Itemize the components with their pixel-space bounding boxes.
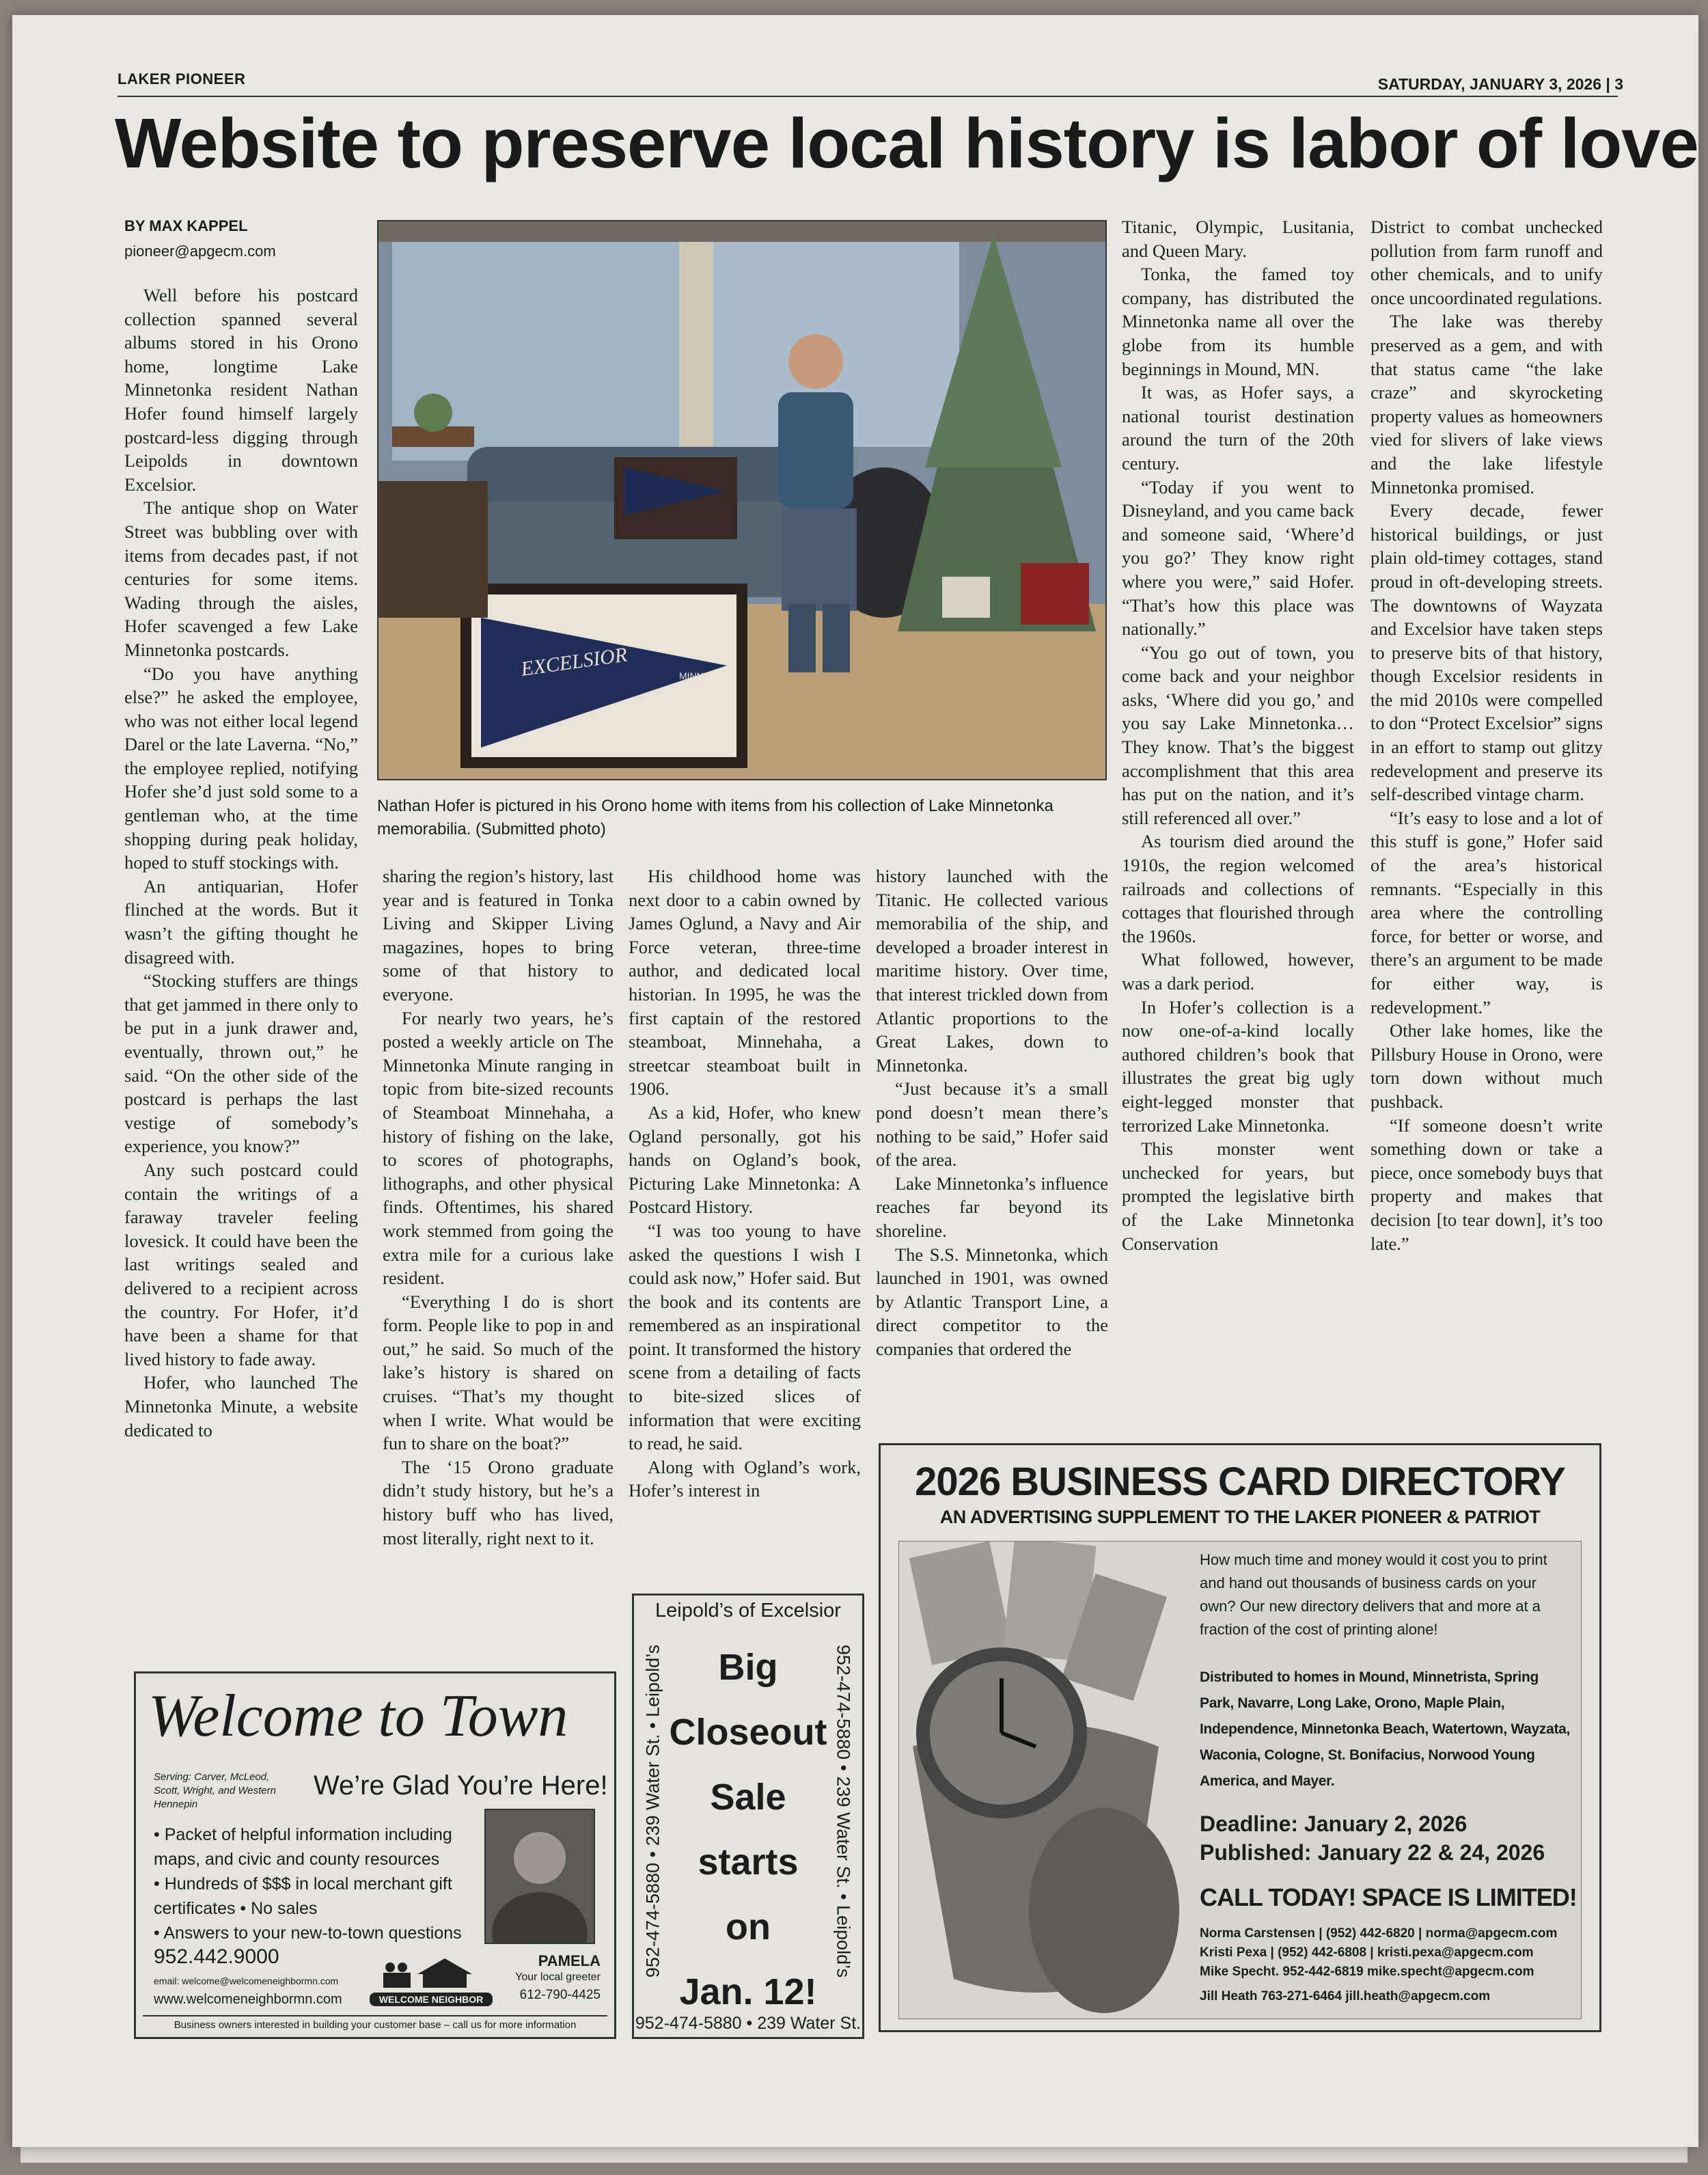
paragraph: The lake was thereby preserved as a gem, and with that status came “the lake craze” and skyrocketing property values as homeowners vied for slivers of lake views and the lake lifestyle Minnetonka promised. <box>1370 311 1603 497</box>
pennant-text: EXCELSIOR <box>519 643 629 681</box>
paragraph: Any such postcard could contain the writings of a faraway traveler feeling lovesick. It could have been the last writings sealed and delivered to a recipient across the country. For Hofer, it’d have been a shame for that lived history to fade away. <box>124 1159 358 1369</box>
sale-line: Big <box>718 1647 778 1688</box>
photo-illustration <box>378 221 1107 780</box>
person-portrait-icon <box>486 1810 594 1943</box>
contact-line: Jill Heath 763-271-6464 jill.heath@apgecm.com <box>1200 1989 1491 2003</box>
paragraph: Hofer, who launched The Minnetonka Minute, a website dedicated to <box>124 1372 358 1440</box>
welcome-neighbor-logo-text: WELCOME NEIGHBOR <box>370 1993 493 2006</box>
paragraph: Every decade, fewer historical buildings, or just plain old-timey cottages, stand proud in oft-developing streets. The downtowns of Wayzata and Excelsior have taken steps to preserve bits of that history, though Excelsior residents in the mid 2010s were compelled to don “Protect Excelsior” signs in an effort to stamp out glitzy redevelopment and preserve its self-described vintage charm. <box>1370 500 1603 805</box>
leipolds-ad <box>632 1593 864 2039</box>
leipolds-sale-text <box>661 1635 835 2025</box>
welcome-ad-website: www.welcomeneighbormn.com <box>154 1992 342 2007</box>
paragraph: Lake Minnetonka’s influence reaches far beyond its shoreline. <box>876 1173 1108 1241</box>
paragraph: What followed, however, was a dark period. <box>1122 949 1354 994</box>
directory-call-today: CALL TODAY! SPACE IS LIMITED! <box>1200 1883 1577 1911</box>
paragraph: In Hofer’s collection is a now one-of-a-kind locally authored children’s book that illustrates the great big ugly eight-legged monster that terrorized Lake Minnetonka. <box>1122 996 1354 1136</box>
article-column-2 <box>383 864 614 1633</box>
article-column-4 <box>876 864 1108 1418</box>
paragraph: For nearly two years, he’s posted a weekly article on The Minnetonka Minute ranging in topic from bite-sized recounts of Steamboat Minnehaha, a history of fishing on the lake, to scores of photographs, lithographs, and other physical finds. Oftentimes, his shared work stemmed from going the extra mile for a curious lake resident. <box>383 1007 614 1289</box>
directory-distribution: Distributed to homes in Mound, Minnetrista, Spring Park, Navarre, Long Lake, Orono, Maple Plain, Independence, Minnetonka Beach, Watertown, Wayzata, Waconia, Cologne, St. Bonifacius, Norwood Young America, and Mayer. <box>1200 1669 1571 1789</box>
paragraph: District to combat unchecked pollution from farm runoff and other chemicals, and to unify once uncoordinated regulations. <box>1370 217 1603 308</box>
article-column-3 <box>629 864 861 1582</box>
directory-inner-panel <box>898 1541 1582 2019</box>
paragraph: Titanic, Olympic, Lusitania, and Queen Mary. <box>1122 217 1354 261</box>
welcome-ad-phone: 952.442.9000 <box>154 1945 279 1968</box>
greeter-role: Your local greeter <box>515 1971 601 1983</box>
house-silhouette-icon <box>370 1955 493 1989</box>
sale-line: on <box>726 1906 771 1947</box>
issue-date-page: SATURDAY, JANUARY 3, 2026 | 3 <box>1377 75 1623 93</box>
paragraph: “Do you have anything else?” he asked the employee, who was not either local legend Darel or the late Laverna. “No,” the employee replied, notifying Hofer she’d just sold some to a gentleman who, at the time shopping during peak holiday, hoped to stuff stockings with. <box>124 663 358 873</box>
money-clock-icon <box>899 1542 1186 2020</box>
sale-line: Closeout <box>669 1712 827 1753</box>
paragraph: “It’s easy to lose and a lot of this stuff is gone,” Hofer said of the area’s historical remnants. “Especially in this area where the controlling force, for better or worse, and there’s an argument to be made for either way, is redevelopment.” <box>1370 807 1603 1017</box>
paragraph: Tonka, the famed toy company, has distributed the Minnetonka name all over the globe from its humble beginnings in Mound, MN. <box>1122 264 1354 379</box>
welcome-ad-bullet: • Hundreds of $$$ in local merchant gift certificates • No sales <box>154 1874 452 1918</box>
directory-published: Published: January 22 & 24, 2026 <box>1200 1840 1545 1865</box>
paragraph: history launched with the Titanic. He collected various memorabilia of the ship, and developed a broader interest in maritime history. Over time, that interest trickled down from Atlantic proportions to the Great Lakes, down to Minnetonka. <box>876 866 1108 1076</box>
paragraph: Well before his postcard collection spanned several albums stored in his Orono home, longtime Lake Minnetonka resident Nathan Hofer found himself largely postcard-less digging through Leipolds in downtown Excelsior. <box>124 285 358 495</box>
contact-line: Mike Specht. 952-442-6819 mike.specht@apgecm.com <box>1200 1965 1534 1979</box>
paper-name: LAKER PIONEER <box>118 70 246 87</box>
paragraph: “I was too young to have asked the questions I wish I could ask now,” Hofer said. But the book and its contents are remembered as an inspirational point. It transformed the history scene from a detailing of facts to bite-sized slices of information that were exciting to read, he said. <box>629 1220 861 1454</box>
contact-line: Kristi Pexa | (952) 442-6808 | kristi.pexa@apgecm.com <box>1200 1945 1534 1960</box>
directory-subtitle: AN ADVERTISING SUPPLEMENT TO THE LAKER PIONEER & PATRIOT <box>939 1507 1541 1527</box>
author-email: pioneer@apgecm.com <box>124 243 276 260</box>
pennant-subtext: MINN <box>679 670 704 681</box>
paragraph: His childhood home was next door to a cabin owned by James Oglund, a Navy and Air Force veteran, three-time author, and dedicated local historian. In 1995, he was the first captain of the restored steamboat, Minnehaha, a streetcar steamboat built in 1906. <box>629 866 861 1099</box>
greeter-name: PAMELA <box>538 1952 601 1969</box>
article-column-5 <box>1122 215 1354 1418</box>
paragraph: “Just because it’s a small pond doesn’t mean there’s nothing to be said,” Hofer said of the area. <box>876 1078 1108 1171</box>
paragraph: This monster went unchecked for years, but prompted the legislative birth of the Lake Minnetonka Conservation <box>1122 1138 1354 1254</box>
paragraph: “Today if you went to Disneyland, and you came back and someone said, ‘Where’d you go?’ They know right where you were,” said Hofer. “That’s how this place was nationally.” <box>1122 476 1354 640</box>
welcome-neighbor-logo <box>370 1955 493 2003</box>
sale-line: Jan. 12! <box>679 1971 817 2012</box>
welcome-ad-bullet: • Packet of helpful information including maps, and civic and county resources <box>154 1825 452 1869</box>
paragraph: As tourism died around the 1910s, the region welcomed railroads and collections of cottages that flourished through the 1960s. <box>1122 831 1354 946</box>
byline: BY MAX KAPPEL <box>124 217 248 234</box>
paragraph: sharing the region’s history, last year and is featured in Tonka Living and Skipper Living magazines, hopes to bring some of that history to everyone. <box>383 866 614 1004</box>
leipolds-ad-header: Leipold’s of Excelsior <box>655 1600 841 1622</box>
greeter-phone: 612-790-4425 <box>519 1988 601 2002</box>
paragraph: An antiquarian, Hofer flinched at the words. But it wasn’t the gifting thought he disagreed with. <box>124 875 358 968</box>
contact-line: Norma Carstensen | (952) 442-6820 | norma@apgecm.com <box>1200 1926 1558 1941</box>
paragraph: As a kid, Hofer, who knew Ogland personally, got his hands on Ogland’s book, Picturing Lake Minnetonka: A Postcard History. <box>629 1102 861 1218</box>
paragraph: Other lake homes, like the Pillsbury House in Orono, were torn down without much pushback. <box>1370 1020 1603 1112</box>
sale-line: starts <box>698 1842 799 1883</box>
welcome-ad-title: Welcome to Town <box>148 1683 568 1749</box>
paragraph: The ‘15 Orono graduate didn’t study history, but he’s a history buff who has lived, most literally, right next to it. <box>383 1456 614 1548</box>
welcome-ad-serving: Serving: Carver, McLeod, Scott, Wright, and Western Hennepin <box>154 1771 276 1810</box>
welcome-ad-footer: Business owners interested in building your customer base – call us for more information <box>143 2015 607 2031</box>
business-card-directory-ad <box>879 1443 1601 2032</box>
paragraph: It was, as Hofer says, a national tourist destination around the turn of the 20th century. <box>1122 382 1354 474</box>
sale-line: Sale <box>710 1777 786 1818</box>
welcome-ad-bullets <box>154 1822 475 1945</box>
directory-deadline: Deadline: January 2, 2026 <box>1200 1811 1468 1836</box>
leipolds-ad-footer: 952-474-5880 • 239 Water St. <box>635 2014 862 2033</box>
article-headline: Website to preserve local history is labor of love <box>115 104 1698 182</box>
greeter-photo <box>484 1809 595 1944</box>
leipolds-right-vertical: 952-474-5880 • 239 Water St. • Leipold’s <box>833 1644 854 1978</box>
leipolds-left-vertical: 952-474-5880 • 239 Water St. • Leipold’s <box>642 1644 663 1978</box>
welcome-ad-email: email: welcome@welcomeneighbormn.com <box>154 1975 339 1986</box>
paragraph: “You go out of town, you come back and your neighbor asks, ‘Where did you go,’ and you say Lake Minnetonka… They know. That’s the biggest accomplishment that this area has put on the nation, and it’s still referenced all over.” <box>1122 642 1354 828</box>
paragraph: “Everything I do is short form. People like to pop in and out,” he said. So much of the lake’s history is shared on cruises. “That’s my thought when I write. What would be fun to share on the boat?” <box>383 1291 614 1454</box>
masthead-rule <box>118 96 1618 97</box>
directory-contacts <box>1200 1924 1575 2006</box>
article-photo <box>377 220 1107 780</box>
article-column-1 <box>124 284 358 1640</box>
welcome-ad-bullet: • Answers to your new-to-town questions <box>154 1924 462 1943</box>
paragraph: The S.S. Minnetonka, which launched in 1901, was owned by Atlantic Transport Line, a direct competitor to the companies that ordered the <box>876 1244 1108 1359</box>
paragraph: “If someone doesn’t write something down or take a piece, once somebody buys that property and makes that decision [to tear down], it’s too late.” <box>1370 1114 1603 1254</box>
directory-intro: How much time and money would it cost you to print and hand out thousands of business cards on your own? Our new directory delivers that and more at a fraction of the cost of printing alone! <box>1200 1551 1547 1638</box>
welcome-to-town-ad <box>134 1671 616 2039</box>
paragraph: The antique shop on Water Street was bubbling over with items from decades past, if not centuries for some items. Wading through the aisles, Hofer scavenged a few Lake Minnetonka postcards. <box>124 497 358 660</box>
paragraph: “Stocking stuffers are things that get jammed in there only to be put in a junk drawer and, eventually, thrown out,” he said. “On the other side of the postcard is perhaps the last vestige of somebody’s experience, you know?” <box>124 970 358 1157</box>
directory-title: 2026 BUSINESS CARD DIRECTORY <box>915 1460 1565 1504</box>
paragraph: Along with Ogland’s work, Hofer’s interest in <box>629 1456 861 1501</box>
article-column-6 <box>1370 215 1603 1418</box>
welcome-ad-tagline: We’re Glad You’re Here! <box>314 1770 608 1801</box>
photo-caption: Nathan Hofer is pictured in his Orono home with items from his collection of Lake Minnetonka memorabilia. (Submitted photo) <box>377 797 1053 838</box>
